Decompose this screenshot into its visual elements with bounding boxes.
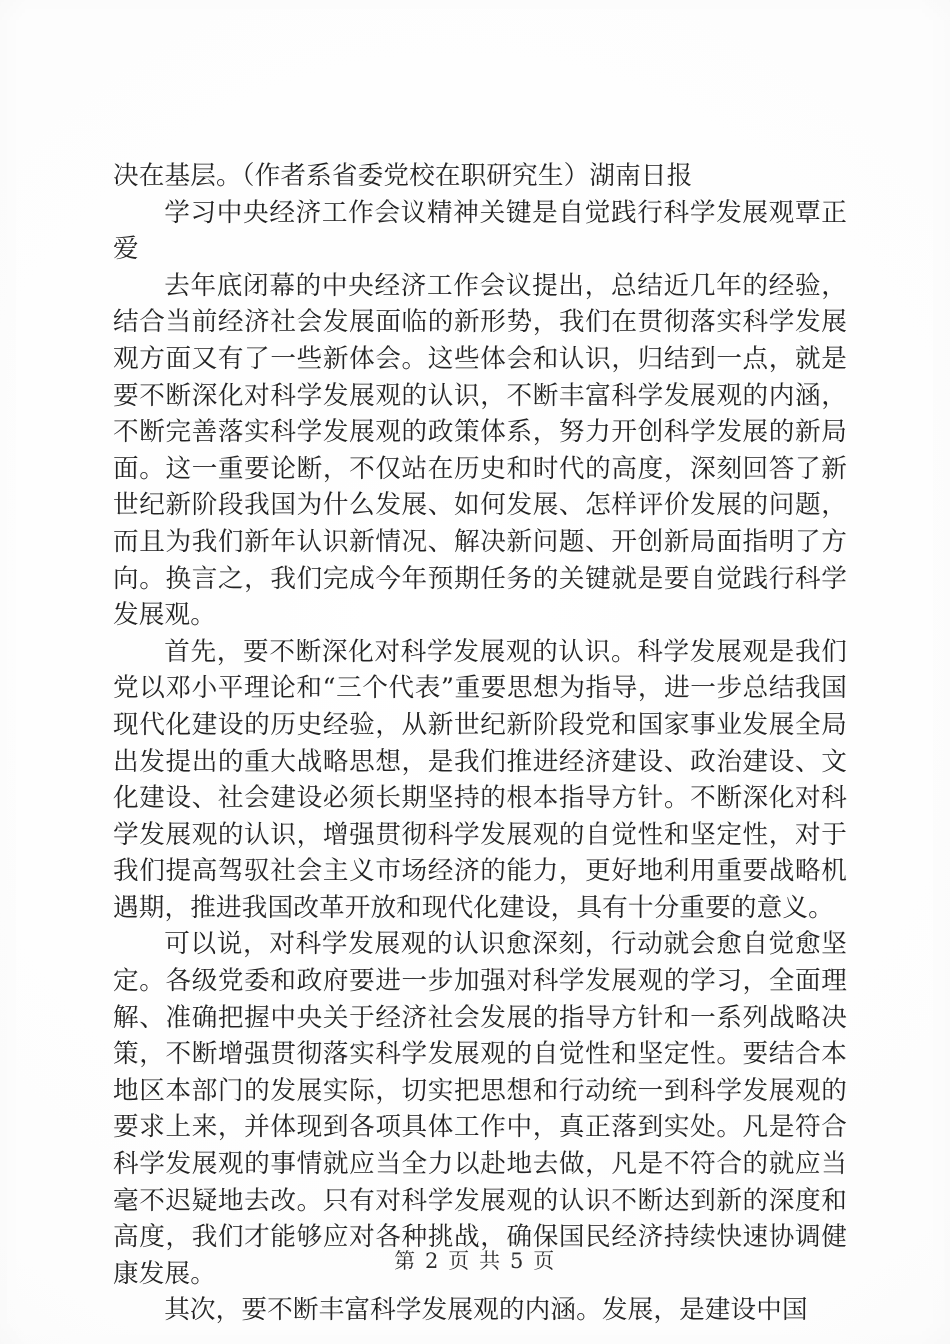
paragraph-3: 去年底闭幕的中央经济工作会议提出，总结近几年的经验，结合当前经济社会发展面临的新形势，我们在贯彻落实科学发展观方面又有了一些新体会。这些体会和认识，归结到一点，就是要不断深化对科学发展观的认识，不断丰富科学发展观的内涵，不断完善落实科学发展观的政策体系，努力开创科学发展的新局面。这一重要论断，不仅站在历史和时代的高度，深刻回答了新世纪新阶段我国为什么发展、如何发展、怎样评价发展的问题，而且为我们新年认识新情况、解决新问题、开创新局面指明了方向。换言之，我们完成今年预期任务的关键就是要自觉践行科学发展观。 bbox=[113, 270, 847, 631]
paragraph-6: 其次，要不断丰富科学发展观的内涵。发展，是建设中国 bbox=[164, 1295, 808, 1326]
page-number-label: 第 2 页 共 5 页 bbox=[394, 1249, 556, 1273]
paragraph-5: 可以说，对科学发展观的认识愈深刻，行动就会愈自觉愈坚定。各级党委和政府要进一步加强对科学发展观的学习，全面理解、准确把握中央关于经济社会发展的指导方针和一系列战略决策，不断增强贯彻落实科学发展观的自觉性和坚定性。要结合本地区本部门的发展实际，切实把思想和行动统一到科学发展观的要求上来，并体现到各项具体工作中，真正落到实处。凡是符合科学发展观的事情就应当全力以赴地去做，凡是不符合的就应当毫不迟疑地去改。只有对科学发展观的认识不断达到新的深度和高度，我们才能够应对各种挑战，确保国民经济持续快速协调健康发展。 bbox=[113, 929, 847, 1289]
paragraph-1: 决在基层。（作者系省委党校在职研究生）湖南日报 bbox=[113, 161, 693, 191]
page-footer bbox=[0, 1248, 950, 1274]
paragraph-4: 首先，要不断深化对科学发展观的认识。科学发展观是我们党以邓小平理论和“三个代表”重要思想为指导，进一步总结我国现代化建设的历史经验，从新世纪新阶段党和国家事业发展全局出发提出的重大战略思想，是我们推进经济建设、政治建设、文化建设、社会建设必须长期坚持的根本指导方针。不断深化对科学发展观的认识，增强贯彻科学发展观的自觉性和坚定性，对于我们提高驾驭社会主义市场经济的能力，更好地利用重要战略机遇期，推进我国改革开放和现代化建设，具有十分重要的意义。 bbox=[113, 636, 847, 923]
document-body bbox=[113, 158, 847, 1329]
paragraph-2-article-title: 学习中央经济工作会议精神关键是自觉践行科学发展观覃正爱 bbox=[113, 197, 847, 265]
